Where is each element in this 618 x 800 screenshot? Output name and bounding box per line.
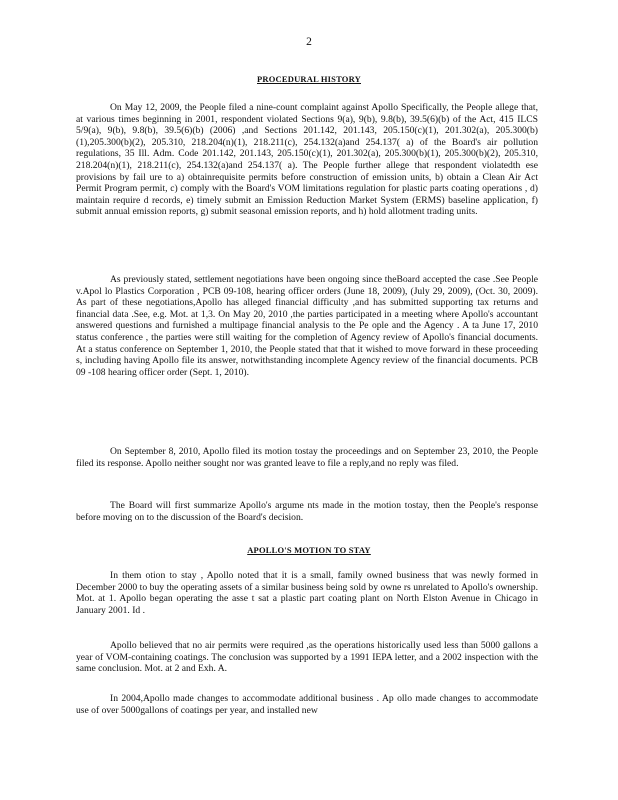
paragraph-board-summary: The Board will first summarize Apollo's argume nts made in the motion tostay, then the People's response before moving on to the discussion of the Board's decision. — [76, 500, 538, 523]
paragraph-settlement-negotiations: As previously stated, settlement negotiations have been ongoing since theBoard accepted the case .See People v.Apol lo Plastics Corporation , PCB 09-108, hearing officer orders (June 18, 2009), (July 29, 2009), (Oct. 30, 2009). As part of these negotiations,Apollo has alleged financial difficulty ,and has submitted supporting tax returns and financial data .See, e.g. Mot. at 1,3. On May 20, 2010 ,the parties participated in a meeting where Apollo's accountant answered questions and furnished a multipage financial analysis to the Pe ople and the Agency . A ta June 17, 2010 status conference , the parties were still waiting for the completion of Agency review of Apollo's financial documents. At a status conference on September 1, 2010, the People stated that that it wished to move forward in these proceeding s, including having Apollo file its answer, notwithstanding incomplete Agency review of the financial documents. PCB 09 -108 hearing officer order (Sept. 1, 2010). — [76, 274, 538, 378]
paragraph-motion-background: In them otion to stay , Apollo noted that it is a small, family owned business that was newly formed in December 2000 to buy the operating assets of a similar business being sold by owne rs unrelated to Apollo's ownership. Mot. at 1. Apollo began operating the asse t sat a plastic part coating plant on North Elston Avenue in Chicago in January 2001. Id . — [76, 570, 538, 616]
paragraph-complaint: On May 12, 2009, the People filed a nine-count complaint against Apollo Specifically, the People allege that, at various times beginning in 2001, respondent violated Sections 9(a), 9(b), 9.8(b), 39.5(6)(b) of the Act, 415 ILCS 5/9(a), 9(b), 9.8(b), 39.5(6)(b) (2006) ,and Sections 201.142, 201.143, 205.150(c)(1), 201.302(a), 205.300(b)(1),205.300(b)(2), 205.310, 218.204(n)(1), 218.211(c), 254.132(a)and 254.137( a) of the Board's air pollution regulations, 35 Ill. Adm. Code 201.142, 201.143, 205.150(c)(1), 201.302(a), 205.300(b)(1), 205.300(b)(2), 205.310, 218.204(n)(1), 218.211(c), 254.132(a)and 254.137( a). The People further allege that respondent violatedth ese provisions by fail ure to a) obtainrequisite permits before construction of emission units, b) obtain a Clean Air Act Permit Program permit, c) comply with the Board's VOM limitations regulation for plastic parts coating operations , d) maintain require d records, e) timely submit an Emission Reduction Market System (ERMS) baseline application, f) submit annual emission reports, g) submit seasonal emission reports, and h) hold allotment trading units. — [76, 102, 538, 218]
section-heading-apollos-motion — [0, 545, 618, 555]
section-heading-text: PROCEDURAL HISTORY — [257, 74, 361, 84]
section-heading-procedural-history — [0, 74, 618, 84]
page-number: 2 — [306, 36, 312, 48]
paragraph-2004-changes: In 2004,Apollo made changes to accommodate additional business . Ap ollo made changes to accommodate use of over 5000gallons of coatings per year, and installed new — [76, 693, 538, 716]
paragraph-permit-belief: Apollo believed that no air permits were required ,as the operations historically used less than 5000 gallons a year of VOM-containing coatings. The conclusion was supported by a 1991 IEPA letter, and a 2002 inspection with the same conclusion. Mot. at 2 and Exh. A. — [76, 640, 538, 675]
paragraph-motion-filed: On September 8, 2010, Apollo filed its motion tostay the proceedings and on September 23, 2010, the People filed its response. Apollo neither sought nor was granted leave to file a reply,and no reply was filed. — [76, 446, 538, 469]
section-heading-text: APOLLO'S MOTION TO STAY — [247, 545, 371, 555]
